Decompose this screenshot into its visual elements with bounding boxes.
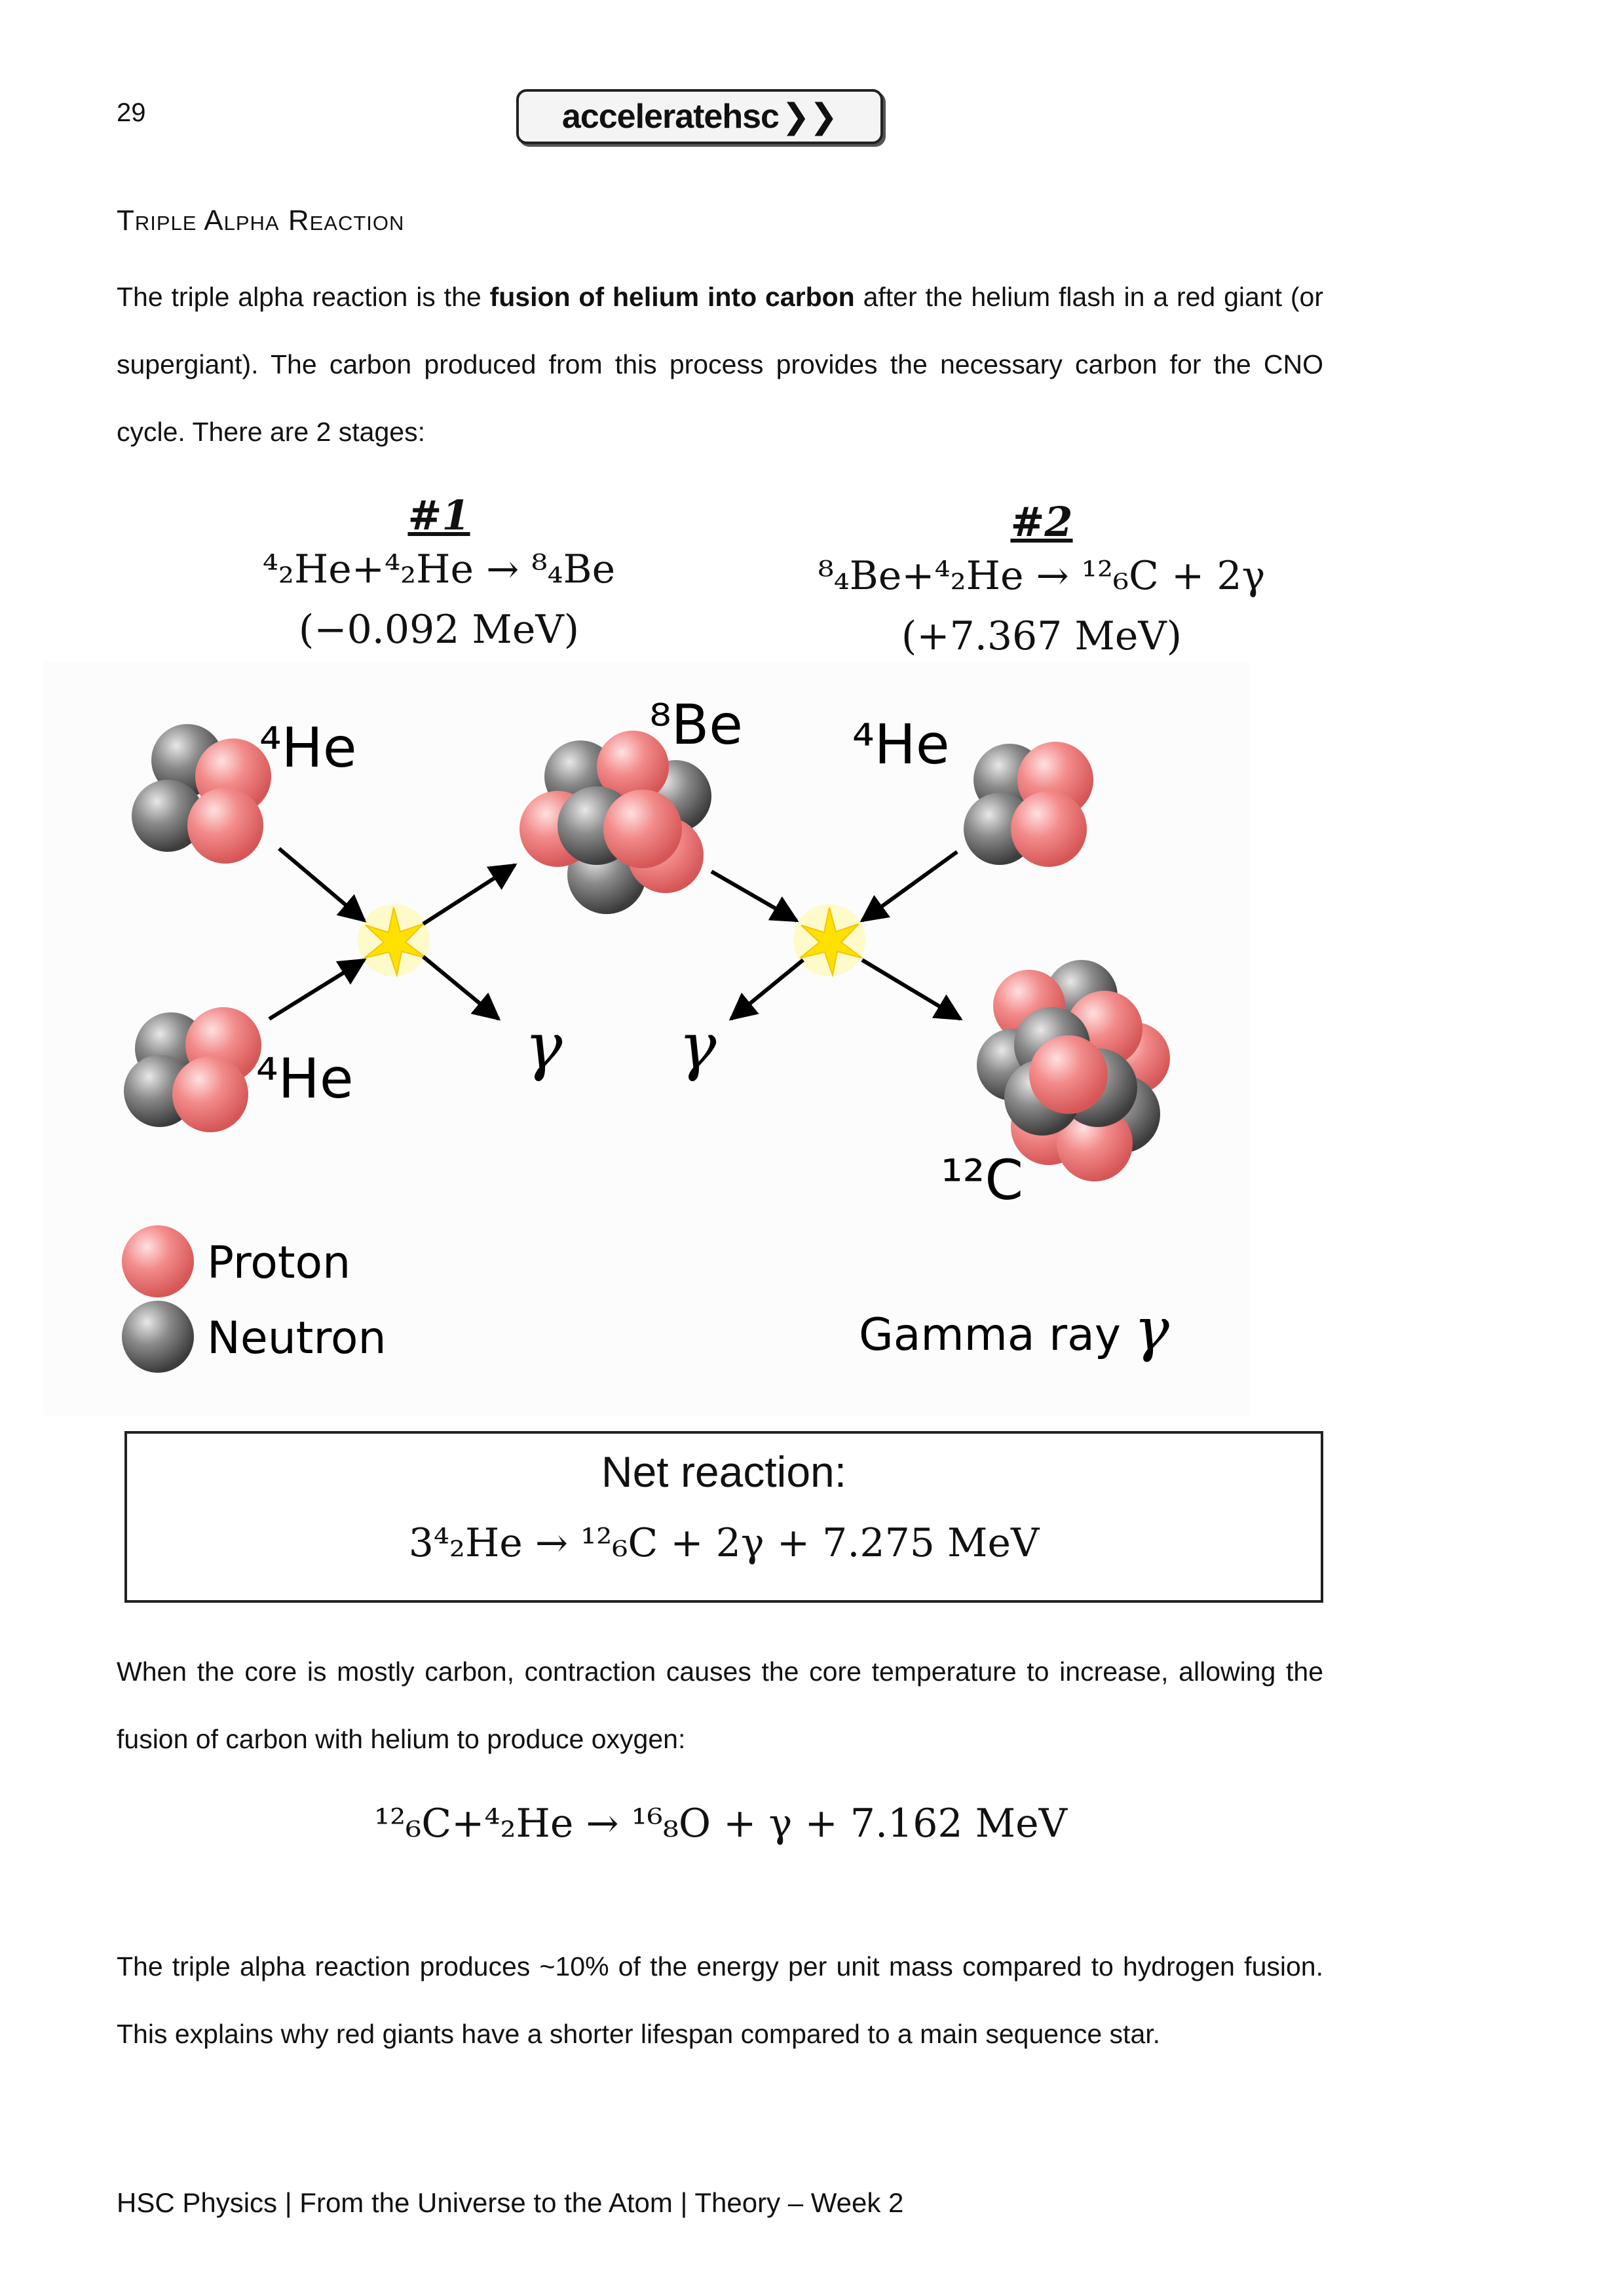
net-reaction-title: Net reaction: xyxy=(601,1447,847,1496)
label-gamma-left: γ xyxy=(525,1010,563,1083)
label-c12: ¹²C xyxy=(941,1148,1023,1212)
label-be8: ⁸Be xyxy=(649,693,743,757)
intro-paragraph xyxy=(117,263,1323,466)
legend-neutron-swatch xyxy=(122,1301,194,1373)
stage-2-equation: ⁸₄Be+⁴₂He → ¹²₆C + 2γ xyxy=(818,553,1266,599)
helium-nucleus-right xyxy=(964,742,1093,867)
legend-proton-label: Proton xyxy=(207,1237,351,1289)
page-footer: HSC Physics | From the Universe to the Atom | Theory – Week 2 xyxy=(117,2187,904,2218)
intro-text-b: after the helium flash in a red giant (or supergiant). The carbon produced from this process provides the necessary carbon for the CNO cycle. There are 2 stages: xyxy=(117,282,1323,447)
stage-2-energy: (+7.367 MeV) xyxy=(901,613,1182,659)
label-he4-top: ⁴He xyxy=(259,716,357,780)
legend-gamma-label: Gamma ray xyxy=(859,1309,1121,1361)
triple-alpha-diagram xyxy=(43,662,1250,1415)
oxygen-paragraph: When the core is mostly carbon, contraction causes the core temperature to increase, allowing the fusion of carbon with helium to produce oxygen: xyxy=(117,1656,1323,1754)
label-gamma-right: γ xyxy=(679,1010,717,1083)
net-reaction-equation: 3⁴₂He → ¹²₆C + 2γ + 7.275 MeV xyxy=(408,1520,1040,1566)
legend-proton-swatch xyxy=(122,1225,194,1297)
brand-logo xyxy=(516,89,883,144)
logo-text: acceleratehsc xyxy=(561,98,779,136)
intro-text-a: The triple alpha reaction is the xyxy=(117,282,490,312)
stage-1-number: #1 xyxy=(407,491,470,539)
stage-2-number: #2 xyxy=(1010,498,1073,546)
net-reaction-box xyxy=(124,1431,1323,1603)
logo-arrows-icon: ❯❯ xyxy=(781,98,838,136)
stage-1 xyxy=(216,491,662,660)
intro-bold: fusion of helium into carbon xyxy=(489,282,855,312)
stage-2 xyxy=(806,498,1277,666)
legend-gamma-symbol: γ xyxy=(1134,1295,1169,1364)
helium-nucleus-bottom xyxy=(124,1007,261,1132)
label-he4-right: ⁴He xyxy=(852,712,950,776)
oxygen-equation: ¹²₆C+⁴₂He → ¹⁶₈O + γ + 7.162 MeV xyxy=(374,1801,1067,1846)
legend-neutron-label: Neutron xyxy=(207,1312,387,1364)
fusion-flash-2 xyxy=(793,904,865,976)
page-number: 29 xyxy=(117,98,146,127)
stage-1-equation: ⁴₂He+⁴₂He → ⁸₄Be xyxy=(262,546,616,592)
energy-paragraph: The triple alpha reaction produces ~10% of the energy per unit mass compared to hydrogen fusion. This explains why red giants have a shorter lifespan compared to a main sequence star. xyxy=(117,1951,1323,2049)
stage-1-energy: (−0.092 MeV) xyxy=(298,607,580,653)
label-he4-bottom: ⁴He xyxy=(256,1046,354,1111)
section-title: Triple Alpha Reaction xyxy=(117,204,405,237)
fusion-flash-1 xyxy=(358,904,430,976)
